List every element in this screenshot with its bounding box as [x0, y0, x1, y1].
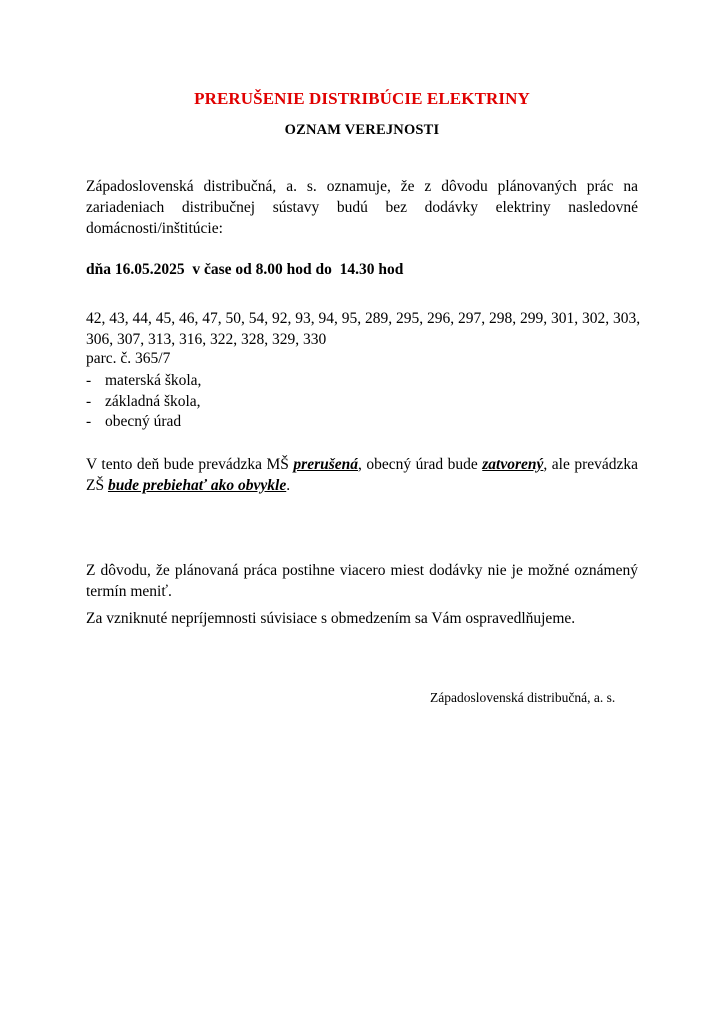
- parcel-number: parc. č. 365/7: [86, 350, 171, 367]
- outage-dateline: dňa 16.05.2025 v čase od 8.00 hod do 14.30 hod: [86, 261, 404, 278]
- institution-list: [86, 371, 201, 433]
- signature: Západoslovenská distribučná, a. s.: [430, 690, 616, 705]
- list-dash: -: [86, 413, 92, 430]
- document-title: PRERUŠENIE DISTRIBÚCIE ELEKTRINY: [194, 89, 530, 108]
- operation-note: [86, 454, 638, 496]
- list-item-text: materská škola,: [105, 372, 202, 389]
- note-text: V tento deň bude prevádzka MŠ: [86, 456, 294, 473]
- list-item: [86, 392, 201, 413]
- note-emphasis-interrupted: prerušená: [293, 456, 359, 473]
- house-numbers: 42, 43, 44, 45, 46, 47, 50, 54, 92, 93, 94, 95, 289, 295, 296, 297, 298, 299, 301, 302, 303, 306, 307, 313, 316, 322, 328, 329, 330: [86, 310, 641, 348]
- document-subtitle: OZNAM VEREJNOSTI: [284, 122, 440, 138]
- note-text: , ale prevádzka ZŠ: [86, 456, 638, 494]
- list-item: [86, 371, 201, 392]
- note-text: .: [286, 477, 291, 494]
- intro-paragraph: Západoslovenská distribučná, a. s. oznamuje, že z dôvodu plánovaných prác na zariadeniach distribučnej sústavy budú bez dodávky elektriny nasledovné domácnosti/inštitúcie:: [86, 178, 638, 237]
- reason-paragraph: Z dôvodu, že plánovaná práca postihne viacero miest dodávky nie je možné oznámený termín meniť.: [86, 562, 638, 600]
- list-item-text: obecný úrad: [105, 413, 182, 430]
- list-item: [86, 412, 201, 433]
- note-emphasis-as-usual: bude prebiehať ako obvykle: [107, 477, 287, 494]
- list-dash: -: [86, 392, 92, 410]
- apology-paragraph: Za vzniknuté nepríjemnosti súvisiace s obmedzením sa Vám ospravedlňujeme.: [86, 610, 576, 627]
- note-text: , obecný úrad bude: [358, 456, 483, 473]
- list-item-text: základná škola,: [105, 392, 201, 410]
- note-emphasis-closed: zatvorený: [482, 456, 544, 473]
- list-dash: -: [86, 372, 92, 389]
